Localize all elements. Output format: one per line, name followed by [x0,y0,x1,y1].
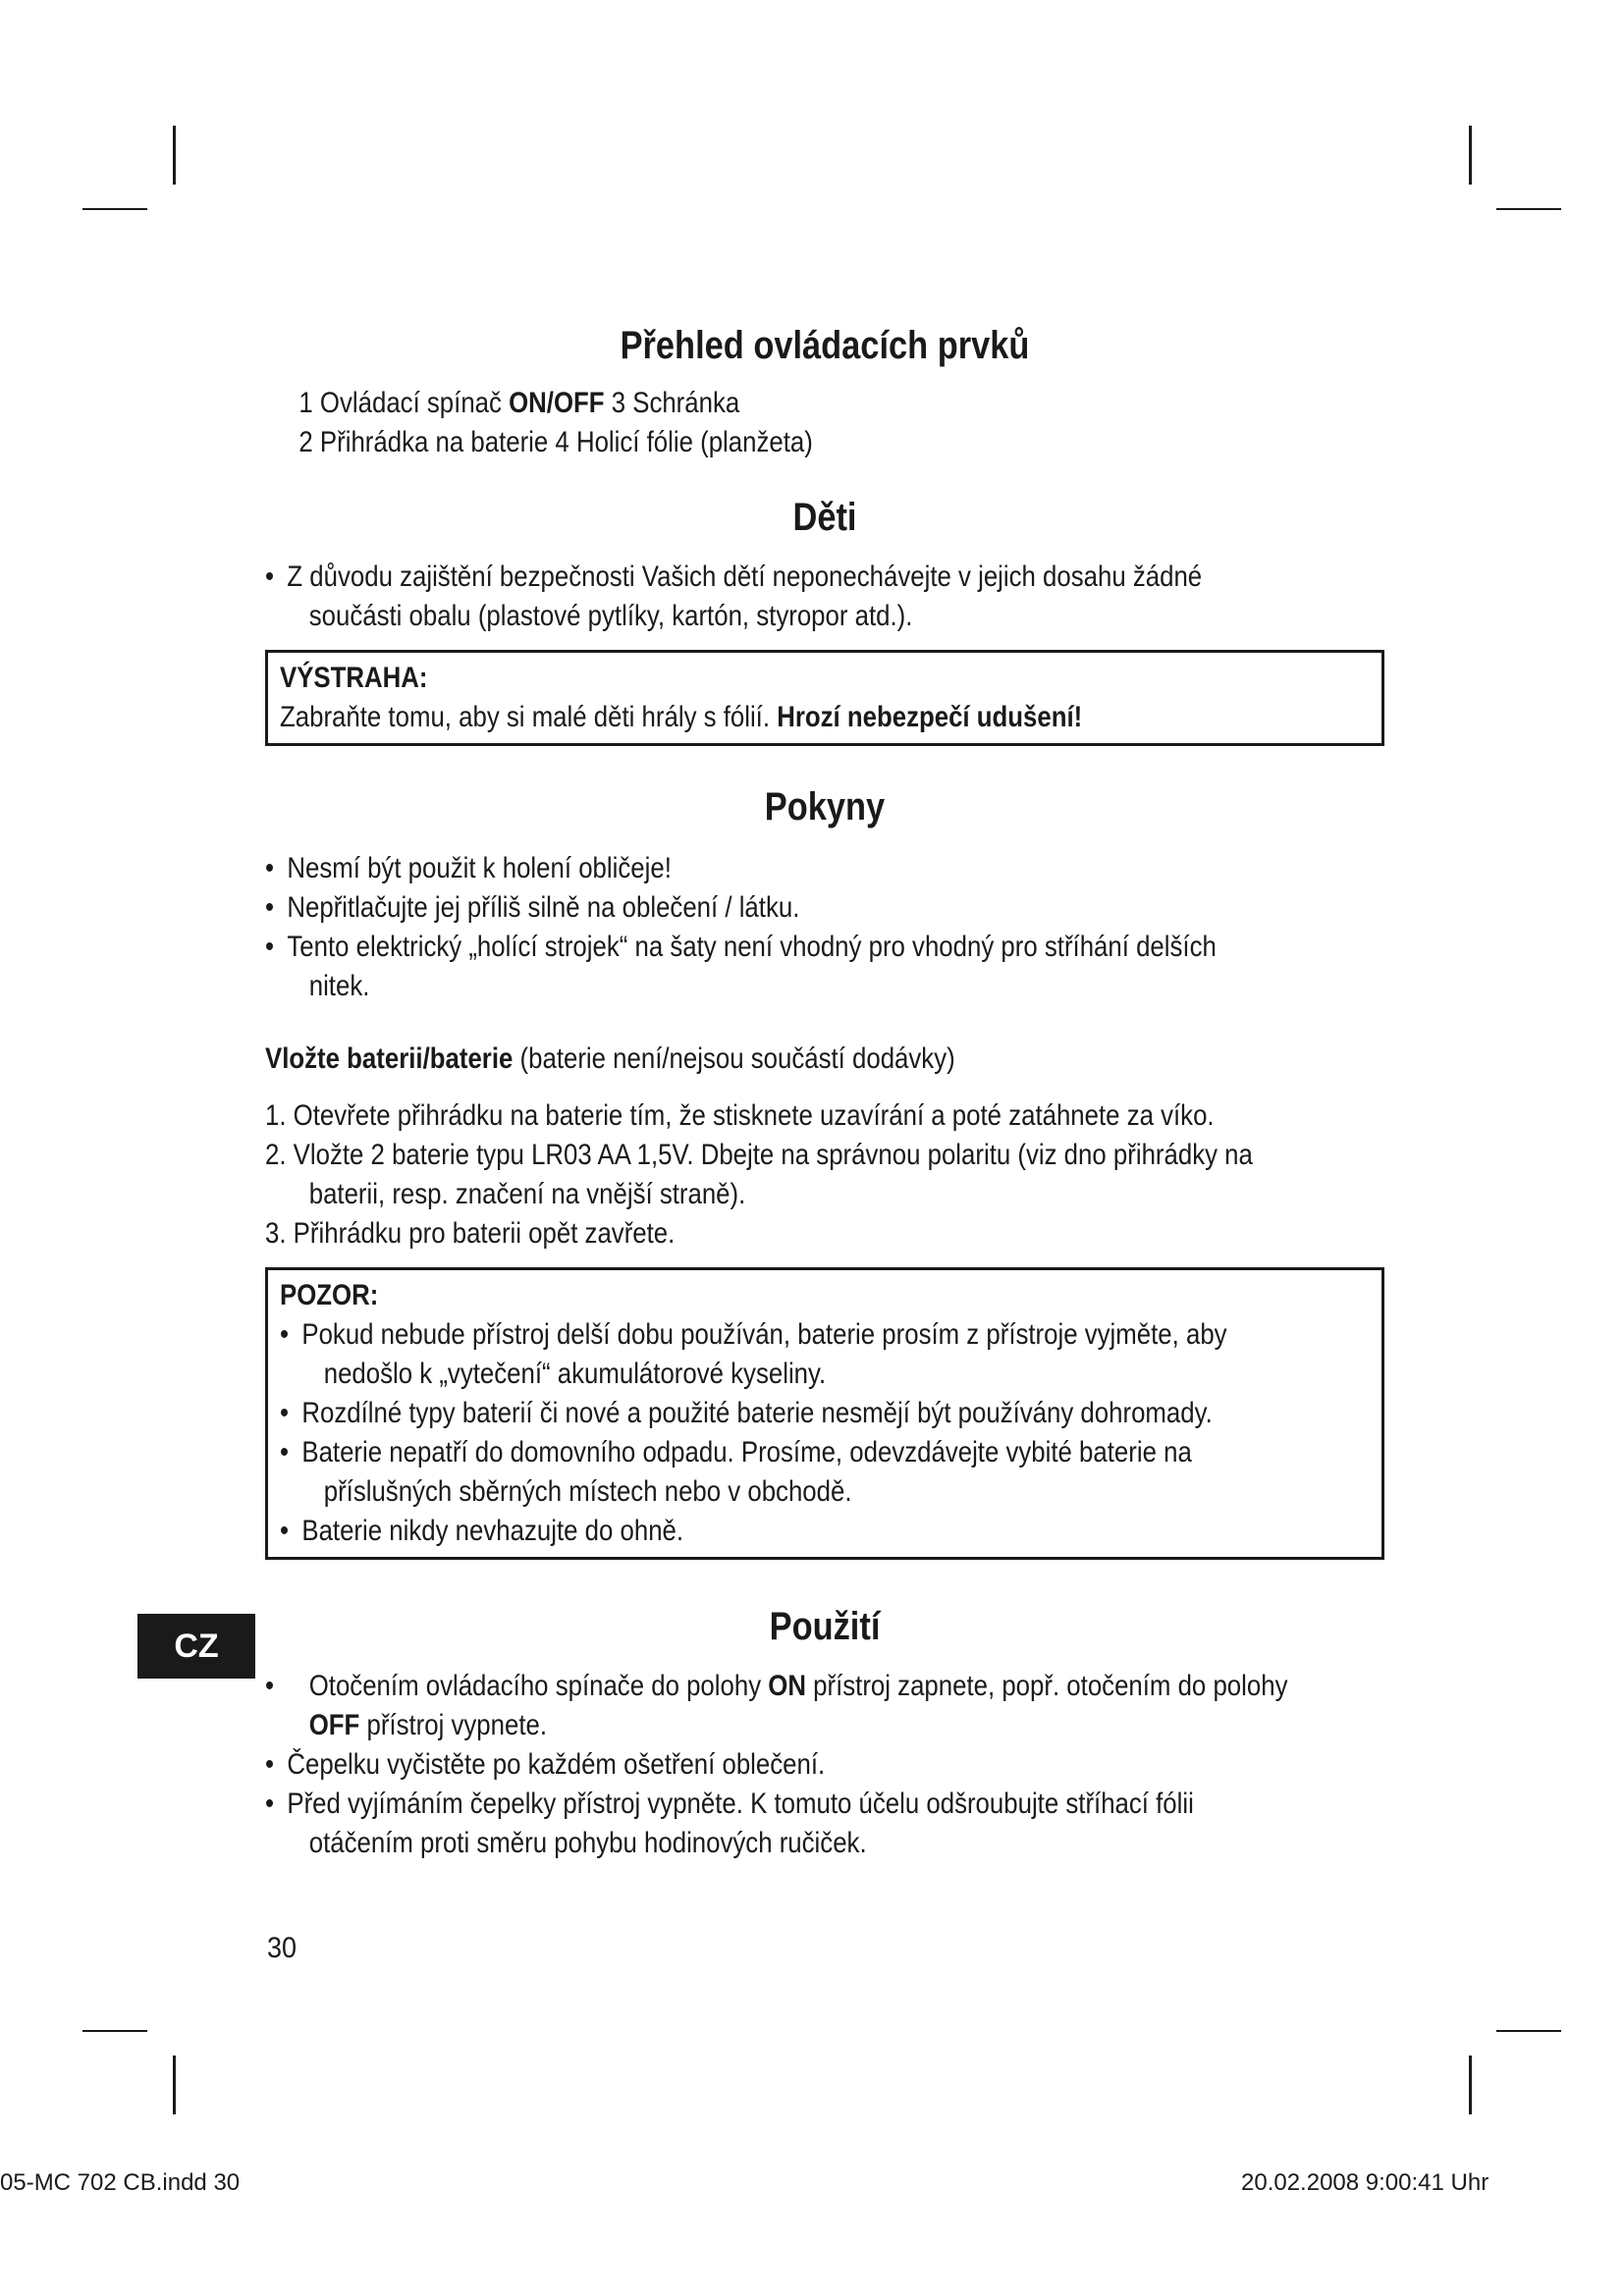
overview-line-1: 1 Ovládací spínač ON/OFF 3 Schránka [298,387,740,419]
page-content [265,324,1384,1863]
instruction-bullet: • Nepřitlačujte jej příliš silně na oblečení / látku. [265,891,800,924]
overview-line-2: 2 Přihrádka na baterie 4 Holicí fólie (planžeta) [298,426,813,458]
caution-bullet-cont: nedošlo k „vytečení“ akumulátorové kyseliny. [323,1358,827,1390]
crop-mark [173,126,176,185]
crop-mark [1496,2030,1561,2032]
instruction-bullet: • Tento elektrický „holící strojek“ na šaty není vhodný pro vhodný pro stříhání delších [265,931,1217,963]
crop-mark [1469,2056,1472,2114]
children-title: Děti [792,496,857,539]
warning-text: Zabraňte tomu, aby si malé děti hrály s fólií. Hrozí nebezpečí udušení! [280,701,1083,733]
usage-bullet-cont: OFF přístroj vypnete. [308,1709,548,1741]
caution-bullet: • Baterie nikdy nevhazujte do ohně. [280,1515,684,1547]
instruction-bullet-cont: nitek. [308,970,370,1002]
caution-heading: POZOR: [280,1279,379,1311]
page-number: 30 [267,1932,298,1964]
crop-mark [82,2030,147,2032]
caution-bullet: • Pokud nebude přístroj delší dobu používán, baterie prosím z přístroje vyjměte, aby [280,1318,1227,1351]
language-tab: CZ [137,1614,255,1679]
instruction-bullet: • Nesmí být použit k holení obličeje! [265,852,672,884]
slug-timestamp: 20.02.2008 9:00:41 Uhr [1241,2169,1489,2196]
crop-mark [173,2056,176,2114]
crop-mark [82,208,147,210]
usage-bullet: • Čepelku vyčistěte po každém ošetření oblečení. [265,1748,826,1781]
children-bullet: • Z důvodu zajištění bezpečnosti Vašich dětí neponechávejte v jejich dosahu žádné [265,561,1203,593]
warning-heading: VÝSTRAHA: [280,662,428,694]
crop-mark [1496,208,1561,210]
battery-step: 2. Vložte 2 baterie typu LR03 AA 1,5V. Dbejte na správnou polaritu (viz dno přihrádky na [265,1139,1253,1171]
children-bullet-cont: součásti obalu (plastové pytlíky, kartón, styropor atd.). [308,600,913,632]
caution-bullet: • Baterie nepatří do domovního odpadu. Prosíme, odevzdávejte vybité baterie na [280,1436,1192,1468]
instructions-title: Pokyny [764,785,886,828]
battery-heading: Vložte baterii/baterie (baterie není/nejsou součástí dodávky) [265,1042,955,1075]
caution-bullet: • Rozdílné typy baterií či nové a použité baterie nesmějí být používány dohromady. [280,1397,1213,1429]
battery-step-cont: baterii, resp. značení na vnější straně). [308,1178,746,1210]
usage-bullet-cont: otáčením proti směru pohybu hodinových ručiček. [308,1827,867,1859]
caution-box [265,1267,1384,1560]
crop-mark [1469,126,1472,185]
usage-title: Použití [769,1605,881,1648]
usage-bullet: • Otočením ovládacího spínače do polohy ON přístroj zapnete, popř. otočením do polohy [265,1670,1288,1702]
caution-bullet-cont: příslušných sběrných místech nebo v obchodě. [323,1475,852,1508]
overview-title: Přehled ovládacích prvků [620,324,1030,367]
slug-filename: 05-MC 702 CB.indd 30 [0,2169,241,2196]
battery-step: 1. Otevřete přihrádku na baterie tím, že stisknete uzavírání a poté zatáhnete za víko. [265,1099,1215,1132]
warning-box [265,650,1384,746]
battery-step: 3. Přihrádku pro baterii opět zavřete. [265,1217,676,1250]
usage-bullet: • Před vyjímáním čepelky přístroj vypněte. K tomuto účelu odšroubujte stříhací fólii [265,1788,1194,1820]
